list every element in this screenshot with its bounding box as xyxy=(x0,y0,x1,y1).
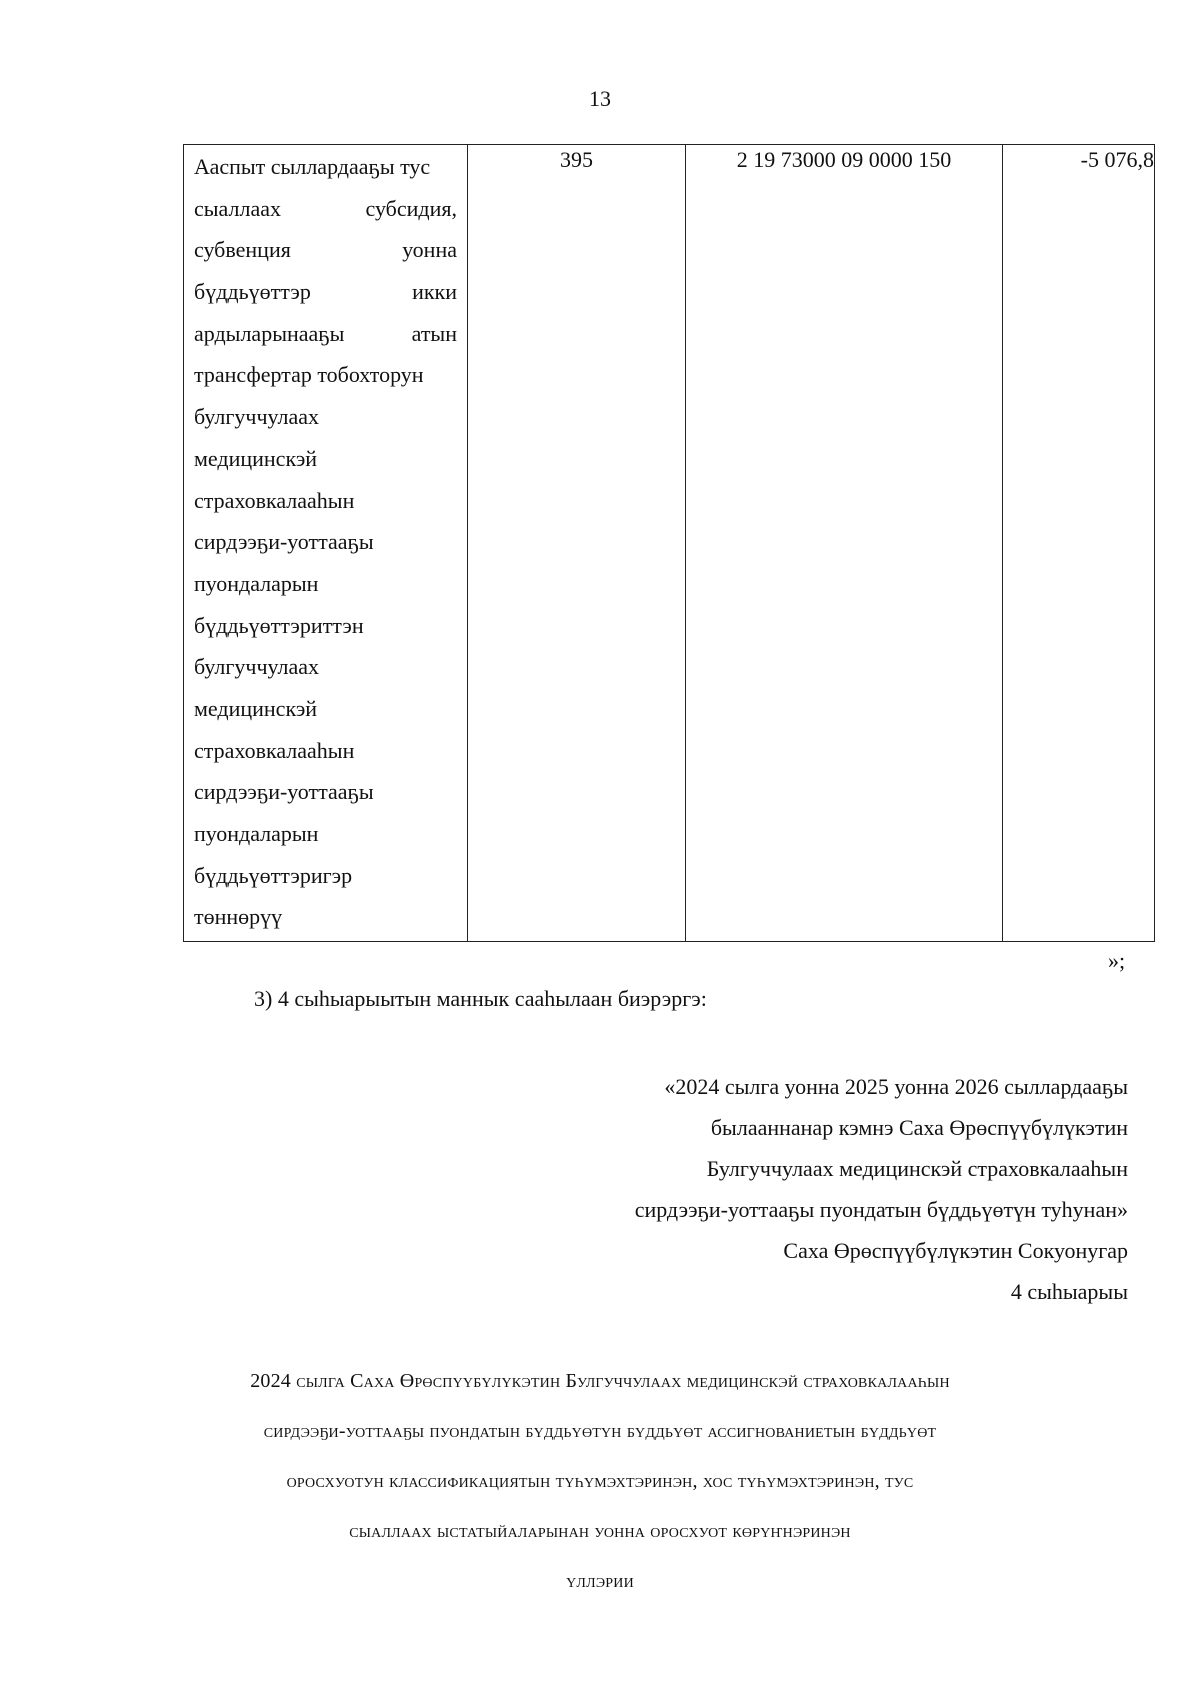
description-line xyxy=(194,605,457,647)
description-line xyxy=(194,229,457,271)
description-line xyxy=(194,688,457,730)
description-line xyxy=(194,646,457,688)
description-word: бүддьүөттэр xyxy=(194,279,311,305)
description-word: пуондаларын xyxy=(194,570,319,596)
description-word: субвенция xyxy=(194,237,291,263)
document-title xyxy=(100,1356,1100,1606)
description-line xyxy=(194,188,457,230)
description-word: уонна xyxy=(402,237,457,263)
appendix-header-line: Саха Өрөспүүбүлүкэтин Сокуонугар xyxy=(783,1238,1128,1263)
description-word: сирдээҕи-уоттааҕы xyxy=(194,529,374,555)
description-word: страховкалааһын xyxy=(194,487,355,513)
description-line xyxy=(194,396,457,438)
description-word: атын xyxy=(411,320,457,346)
appendix-header xyxy=(635,1066,1128,1312)
appendix-header-line: 4 сыһыарыы xyxy=(1010,1279,1128,1304)
title-line: оросхуотун классификациятын түһүмэхтэринэн, хос түһүмэхтэринэн, тус xyxy=(286,1470,914,1492)
description-line xyxy=(194,771,457,813)
description-word: страховкалааһын xyxy=(194,737,355,763)
description-word: медицинскэй xyxy=(194,445,318,471)
description-word: субсидия, xyxy=(365,195,457,221)
description-line xyxy=(194,313,457,355)
description-line xyxy=(194,271,457,313)
description-line xyxy=(194,521,457,563)
closing-quote: »; xyxy=(1108,948,1126,973)
description-word: ардыларынааҕы xyxy=(194,320,345,346)
appendix-header-line: былааннанар кэмнэ Саха Өрөспүүбүлүкэтин xyxy=(710,1115,1128,1140)
appendix-header-line: сирдээҕи-уоттааҕы пуондатын бүддьүөтүн туһунан» xyxy=(634,1197,1128,1222)
description-line xyxy=(194,813,457,855)
description-word: сыаллаах xyxy=(194,195,281,221)
description-line xyxy=(194,896,457,938)
description-line xyxy=(194,730,457,772)
title-line: 2024 сылга Саха Өрөспүүбүлүкэтин Булгуччулаах медицинскэй страховкалааһын xyxy=(250,1370,950,1392)
description-line xyxy=(194,146,457,188)
description-word: трансфертар тобохторун xyxy=(194,362,424,388)
description-word: бүддьүөттэригэр xyxy=(194,862,353,888)
description-word: бүддьүөттэриттэн xyxy=(194,612,364,638)
budget-table xyxy=(183,144,1155,942)
description-text xyxy=(184,145,467,938)
description-word: төннөрүү xyxy=(194,904,283,930)
description-word: сирдээҕи-уоттааҕы xyxy=(194,779,374,805)
admin-code-cell: 395 xyxy=(468,145,686,942)
description-cell xyxy=(184,145,468,942)
description-word: пуондаларын xyxy=(194,821,319,846)
description-line xyxy=(194,438,457,480)
description-word: булгуччулаах xyxy=(194,654,320,680)
amount-cell: -5 076,8 xyxy=(1003,145,1155,942)
title-line: үллэрии xyxy=(566,1570,634,1592)
description-word: медицинскэй xyxy=(194,695,318,721)
description-word: Ааспыт сыллардааҕы тус xyxy=(194,154,431,179)
table-row xyxy=(184,145,1155,942)
appendix-header-line: «2024 сылга уонна 2025 уонна 2026 сыллардааҕы xyxy=(664,1074,1128,1099)
title-line: сирдээҕи-уоттааҕы пуондатын бүддьүөтүн бүддьүөт ассигнованиетын бүддьүөт xyxy=(263,1420,937,1442)
description-word: икки xyxy=(412,279,457,305)
appendix-header-line: Булгуччулаах медицинскэй страховкалааһын xyxy=(706,1156,1128,1181)
title-line: сыаллаах ыстатыйаларынан уонна оросхуот көрүҥнэринэн xyxy=(349,1520,851,1542)
amendment-paragraph: 3) 4 сыһыарыытын маннык сааһылаан биэрэргэ: xyxy=(254,986,707,1011)
page-number: 13 xyxy=(589,86,611,111)
description-line xyxy=(194,480,457,522)
description-word: булгуччулаах xyxy=(194,404,320,430)
description-line xyxy=(194,354,457,396)
description-line xyxy=(194,855,457,897)
description-line xyxy=(194,563,457,605)
budget-code-cell: 2 19 73000 09 0000 150 xyxy=(686,145,1003,942)
